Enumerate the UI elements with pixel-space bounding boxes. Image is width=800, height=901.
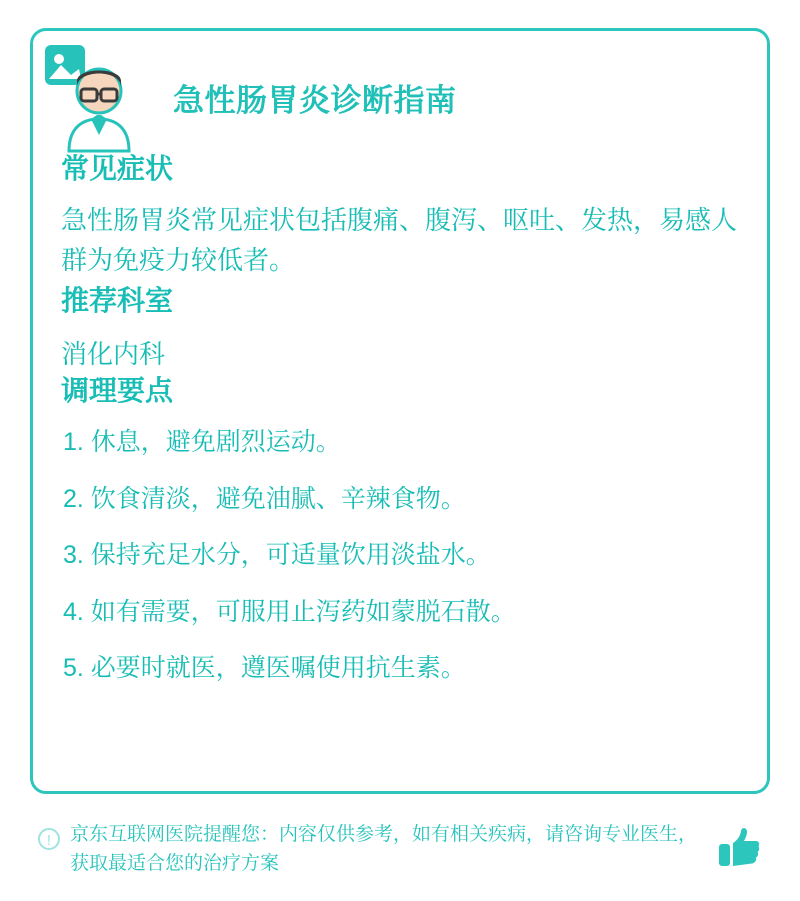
department-text: 消化内科 (61, 338, 166, 369)
guide-content (61, 149, 741, 685)
list-item: 4. 如有需要，可服用止泻药如蒙脱石散。 (63, 597, 516, 626)
section-heading-tips: 调理要点 (61, 374, 174, 406)
symptoms-text: 急性肠胃炎常见症状包括腹痛、腹泻、呕吐、发热，易感人群为免疫力较低者。 (61, 205, 738, 276)
list-item: 3. 保持充足水分，可适量饮用淡盐水。 (63, 541, 491, 570)
page-title: 急性肠胃炎诊断指南 (173, 83, 457, 118)
list-item: 1. 休息，避免剧烈运动。 (63, 428, 341, 457)
list-item: 5. 必要时就医，遵医嘱使用抗生素。 (63, 654, 466, 683)
exclamation-circle-icon: ! (38, 828, 60, 850)
tips-list (61, 426, 741, 685)
thumbs-up-icon[interactable] (716, 824, 762, 870)
footer-text: 京东互联网医院提醒您：内容仅供参考，如有相关疾病，请咨询专业医生，获取最适合您的治疗方案 (70, 824, 698, 875)
guide-card (30, 28, 770, 794)
footer-disclaimer (30, 812, 770, 882)
list-item: 2. 饮食清淡，避免油腻、辛辣食物。 (63, 484, 466, 513)
section-heading-department: 推荐科室 (61, 284, 174, 316)
section-heading-symptoms: 常见症状 (61, 153, 174, 184)
doctor-avatar-icon (39, 39, 159, 159)
